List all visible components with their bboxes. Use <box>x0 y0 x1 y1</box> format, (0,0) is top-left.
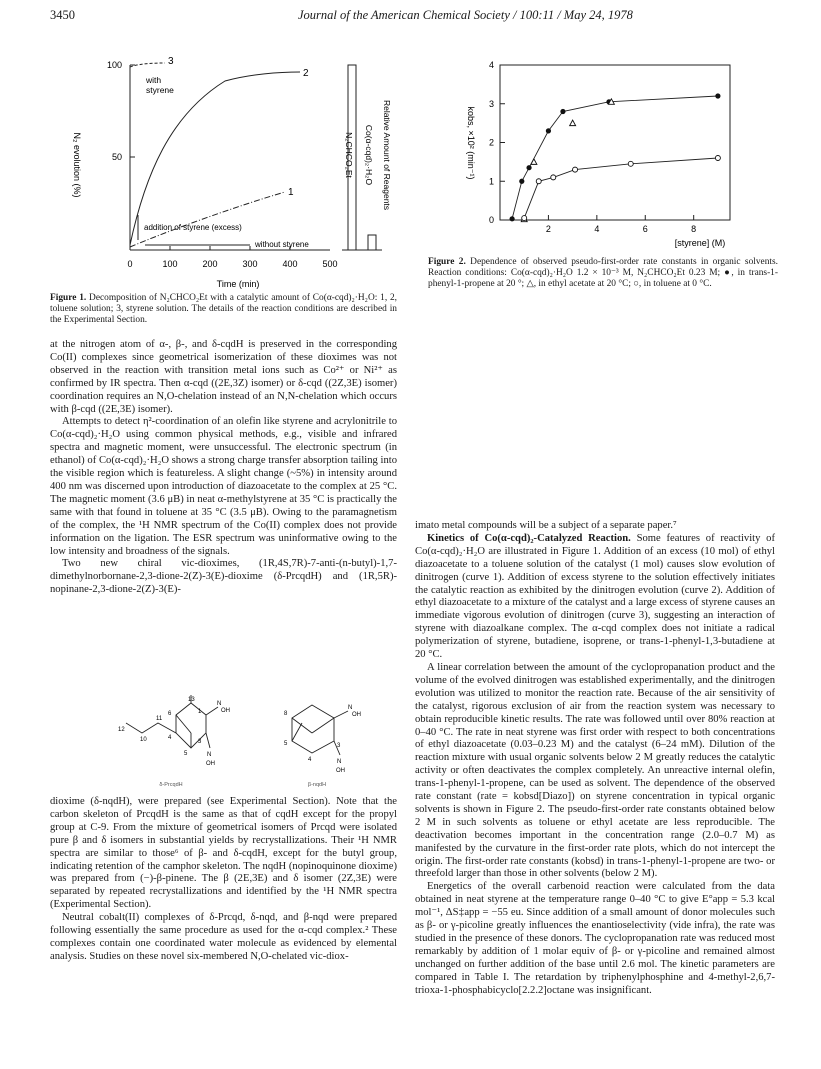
figure-2-caption-text: Dependence of observed pseudo-first-order rate constants in organic solvents. Reaction conditions: Co(α-cqd)₂·H₂O 1.2 × 10⁻³ M, N₂CHCO₂Et 0.23 M; ●, in trans-1-phenyl-1-propene at 20 °; △, in ethyl acetate at 20 °C; ○, in toluene at 0 °C. <box>428 257 779 290</box>
left-paragraph-2: Attempts to detect η²-coordination of an olefin like styrene and acrylonitrile to Co(α-cqd)₂·H₂O using common physical methods, e.g., visible and infrared spectra and magnetic moment, were unsuccessful. The electronic spectrum (in ethanol) of Co(α-cqd)₂·H₂O shows a strong charge transfer absorption tailing into the visible region which is featureless. A slight change (~5%) in intensity around 400 nm was discerned upon introduction of diazoacetate to the complex at 25 °C. The magnetic moment (3.6 μB) in neat α-methylstyrene at 35 °C is practically the same with that found in toluene at 35 °C (3.5 μB). Owing to the paramagnetism of the complex, the ¹H NMR spectrum of the Co(II) complex does not provide information on the ligation. The ESR spectrum was uninformative owing to the low intensity and broadness of the signals. <box>50 416 397 557</box>
atom-8: 8 <box>284 711 288 717</box>
x-tick-500: 500 <box>322 259 338 269</box>
y-tick-100: 100 <box>106 60 122 70</box>
left-column-continued <box>50 796 397 964</box>
figure-1-caption-label: Figure 1. <box>50 293 87 303</box>
atom-4b: 4 <box>308 757 312 763</box>
structure-nqdh <box>262 693 372 788</box>
x-tick-0: 0 <box>127 259 133 269</box>
atom-12: 12 <box>118 727 125 733</box>
curve-2 <box>130 72 300 245</box>
figure-1-caption-text: Decomposition of N₂CHCO₂Et with a catalytic amount of Co(α-cqd)₂·H₂O: 1, 2, toluene solution; 3, styrene solution. The details of the reaction conditions are described in the Experimental Section. <box>50 293 398 326</box>
structure-label-nqdh: β-nqdH <box>307 782 327 788</box>
left-column <box>50 339 397 597</box>
atom-13: 13 <box>188 697 195 703</box>
x-tick-100: 100 <box>162 259 178 269</box>
y-tick-label: 0 <box>488 215 494 225</box>
y-tick-label: 1 <box>488 176 494 187</box>
atom-n-b1: N <box>348 705 353 711</box>
data-point-filled <box>519 179 524 184</box>
series-0-curve <box>512 96 718 219</box>
left-paragraph-3: Two new chiral vic-dioximes, (1R,4S,7R)-7-anti-(n-butyl)-1,7-dimethylnorbornane-2,3-dione-2(Z)-3(E)-dioxime (δ-PrcqdH) and (1R,5R)-nopinane-2,3-dione-2(Z)-3(E)- <box>50 558 397 596</box>
data-point-open <box>573 167 578 172</box>
side-label-relative-amount: Relative Amount of Reagents <box>382 99 392 211</box>
atom-oh-b2: OH <box>336 768 345 774</box>
data-point-open <box>551 175 556 180</box>
structure-label-prcqdh: δ-PrcqdH <box>159 782 183 788</box>
right-column <box>415 520 775 998</box>
data-point-filled <box>546 128 551 133</box>
x-tick-label: 8 <box>691 224 697 234</box>
x-tick-label: 6 <box>642 224 648 234</box>
section-heading-kinetics: Kinetics of Co(α-cqd)₂-Catalyzed Reaction. <box>427 532 631 544</box>
data-point-filled <box>510 216 515 221</box>
x-axis-label: Time (min) <box>216 279 260 289</box>
atom-oh-b1: OH <box>352 712 361 718</box>
data-point-open <box>628 161 633 166</box>
atom-n-b2: N <box>337 759 342 765</box>
atom-oh-1: OH <box>221 708 230 714</box>
left-paragraph-4: dioxime (δ-nqdH), were prepared (see Experimental Section). Note that the carbon skeleton of PrcqdH is the same as that of cqdH except for the propyl group at C-9. From the mixture of geometrical isomers of Prcqd were isolated pure β and δ isomers in substantial yields by recrystallizations. Their ¹H NMR spectra are similar to those⁶ of β- and δ-cqdH, except for the butyl group, indicating retention of the camphor skeleton. The nqdH (nopinoquinone dioxime) was prepared from (−)-β-pinene. The β (2E,3E) and δ isomer (2Z,3E) were separated by repeated recrystallizations and identified by the ¹H NMR spectra (Experimental Section). <box>50 796 397 911</box>
figure-2 <box>440 55 780 255</box>
figure-1-caption <box>50 293 397 327</box>
data-point-filled <box>526 165 531 170</box>
atom-3: 3 <box>198 739 202 745</box>
series-2-curve <box>524 158 718 218</box>
data-point-open <box>522 216 527 221</box>
annotation-without-styrene: without styrene <box>255 240 309 249</box>
annotation-with: with <box>146 75 162 85</box>
y-tick-label: 2 <box>488 137 494 148</box>
right-paragraph-1 <box>415 533 775 662</box>
right-paragraph-1-text: Some features of reactivity of Co(α-cqd)₂·H₂O are illustrated in Figure 1. Addition of an excess (10 mol) of ethyl diazoacetate to a toluene solution of the catalyst (1 mol) causes slow evolution of dinitrogen (curve 1). Addition of excess styrene to the solution effectively initiates the catalytic reaction as exhibited by the dinitrogen evolution (curve 2). Addition of ethyl diazoacetate to a mixture of the catalyst and a large excess of styrene causes an immediate vigorous evolution of dinitrogen (curve 3), suggesting an interaction of styrene with diazoalkane complex. The α-cqd complex does not initiate a radical polymerization of styrene, butadiene, isoprene, or trans-1-phenyl-1,3-butadiene at 20 °C. <box>415 532 775 661</box>
data-point-open <box>715 156 720 161</box>
curve-3 <box>130 63 165 67</box>
figure-2-caption-label: Figure 2. <box>428 257 466 267</box>
side-label-diazo: N₂CHCO₂Et <box>344 132 354 178</box>
atom-4: 4 <box>168 735 172 741</box>
left-paragraph-5: Neutral cobalt(II) complexes of δ-Prcqd, δ-nqd, and β-nqd were prepared following essentially the same procedure as used for the α-cqd complex.² These complexes contain one coordinated water molecule as evidenced by elemental analysis. Studies on these novel six-membered N,O-chelated vic-diox- <box>50 912 397 962</box>
y-tick-label: 4 <box>488 60 494 70</box>
side-label-catalyst: Co(α-cqd)₂·H₂O <box>364 124 374 186</box>
x-tick-400: 400 <box>282 259 298 269</box>
right-paragraph-3: Energetics of the overall carbenoid reaction were calculated from the data obtained in neat styrene at the temperature range 0–40 °C to give E°app = 5.3 kcal mol⁻¹, ΔS‡app = −55 eu. Since addition of a small amount of donor molecules such as β- or γ-picoline greatly influences the enantioselectivity (vide infra), the rate was studied in the presence of these donors. The cyclopropanation rate was reduced most remarkably by addition of 1 molar equiv of β- or γ-picoline and remained almost unchanged on further addition of the base until 2.6 mol. The kinetic parameters are compared in Table I. The retardation by triphenylphosphine and 4-methyl-2,6,7-trioxa-1-phosphabicyclo[2.2.2]octane was insignificant. <box>415 881 775 996</box>
figure-1 <box>50 55 400 295</box>
figure-2-caption <box>428 257 778 291</box>
data-point-triangle <box>570 120 576 126</box>
annotation-styrene: styrene <box>146 85 174 95</box>
annotation-addition: addition of styrene (excess) <box>144 223 242 232</box>
atom-1: 1 <box>198 709 202 715</box>
journal-header: Journal of the American Chemical Society / 100:11 / May 24, 1978 <box>298 8 633 22</box>
atom-10: 10 <box>140 737 147 743</box>
atom-6: 6 <box>168 711 172 717</box>
structure-prcqdh <box>106 693 236 788</box>
curve-label-1: 1 <box>288 187 294 198</box>
curve-1 <box>130 192 285 247</box>
left-paragraph-1: at the nitrogen atom of α-, β-, and δ-cqdH is preserved in the corresponding Co(II) complexes since geometrical isomerization of these dioximes was not observed in the reaction with transition metal ions such as Co²⁺ or Ni²⁺ as confirmed by IR spectra. Then α-cqd ((2E,3Z) isomer) or δ-cqd ((2Z,3E) isomer) coordination requires an N,O-chelation instead of an N,N-chelation which occurs with β-cqd ((2E,3E) isomer). <box>50 339 397 415</box>
x-axis-label: [styrene] (M) <box>674 238 726 248</box>
atom-11: 11 <box>156 716 163 722</box>
page-number: 3450 <box>50 8 75 22</box>
y-axis-label: N₂ evolution (%) <box>72 132 82 198</box>
y-axis-label: kobs, ×10² (min⁻¹) <box>466 106 476 180</box>
curve-label-3: 3 <box>168 56 174 67</box>
right-paragraph-2: A linear correlation between the amount of the cyclopropanation product and the volume of the evolved dinitrogen was established experimentally, and the dinitrogen evolution was utilized to monitor the reaction rate. Because of the air sensitivity of the catalyst, rigorous exclusion of air from the reaction system was necessary to obtain reproducible kinetic results. The rate was followed until over 80% reaction at 0–40 °C. The rate in neat styrene was first order with respect to both concentrations of ethyl diazoacetate (0.03–0.23 M) and the catalyst (6–24 mM). Dilution of the reaction mixture with usual organic solvents below 2 M greatly reduces the catalytic activity or often deactivates the complex completely. An unreactive internal olefin, trans-1-phenyl-1-propene, can be used as solvent. The dependence of the observed rate constant (rate = kobsd[Diazo]) on styrene concentration in typical organic solvents is shown in Figure 2. The pseudo-first-order rate constants obtained below 2 M in such solvents as toluene or ethyl acetate are less reproducible. The deactivation becomes important in the concentration range (2.0–0.7 M) as manifested by the curvature in the first-order rate plots, which do not intercept the origin. The first-order rate constants (kobsd) in trans-1-phenyl-1-propene are two- or threefold larger than those in other solvents (below 2 M). <box>415 661 775 880</box>
plot-frame <box>500 65 730 220</box>
x-tick-label: 2 <box>545 224 551 234</box>
y-tick-label: 3 <box>488 98 494 109</box>
atom-5: 5 <box>184 751 188 757</box>
right-paragraph-0: imato metal compounds will be a subject of a separate paper.⁷ <box>415 520 677 531</box>
data-point-filled <box>715 93 720 98</box>
curve-label-2: 2 <box>303 68 309 79</box>
atom-n-1: N <box>217 701 222 707</box>
figure-2-chart <box>440 55 780 255</box>
data-point-filled <box>560 109 565 114</box>
atom-3b: 3 <box>337 743 341 749</box>
data-point-open <box>536 179 541 184</box>
y-tick-50: 50 <box>111 152 122 162</box>
x-tick-200: 200 <box>202 259 218 269</box>
atom-oh-2: OH <box>206 761 215 767</box>
atom-n-2: N <box>207 752 212 758</box>
x-tick-300: 300 <box>242 259 258 269</box>
atom-5b: 5 <box>284 741 288 747</box>
x-tick-label: 4 <box>594 224 600 234</box>
